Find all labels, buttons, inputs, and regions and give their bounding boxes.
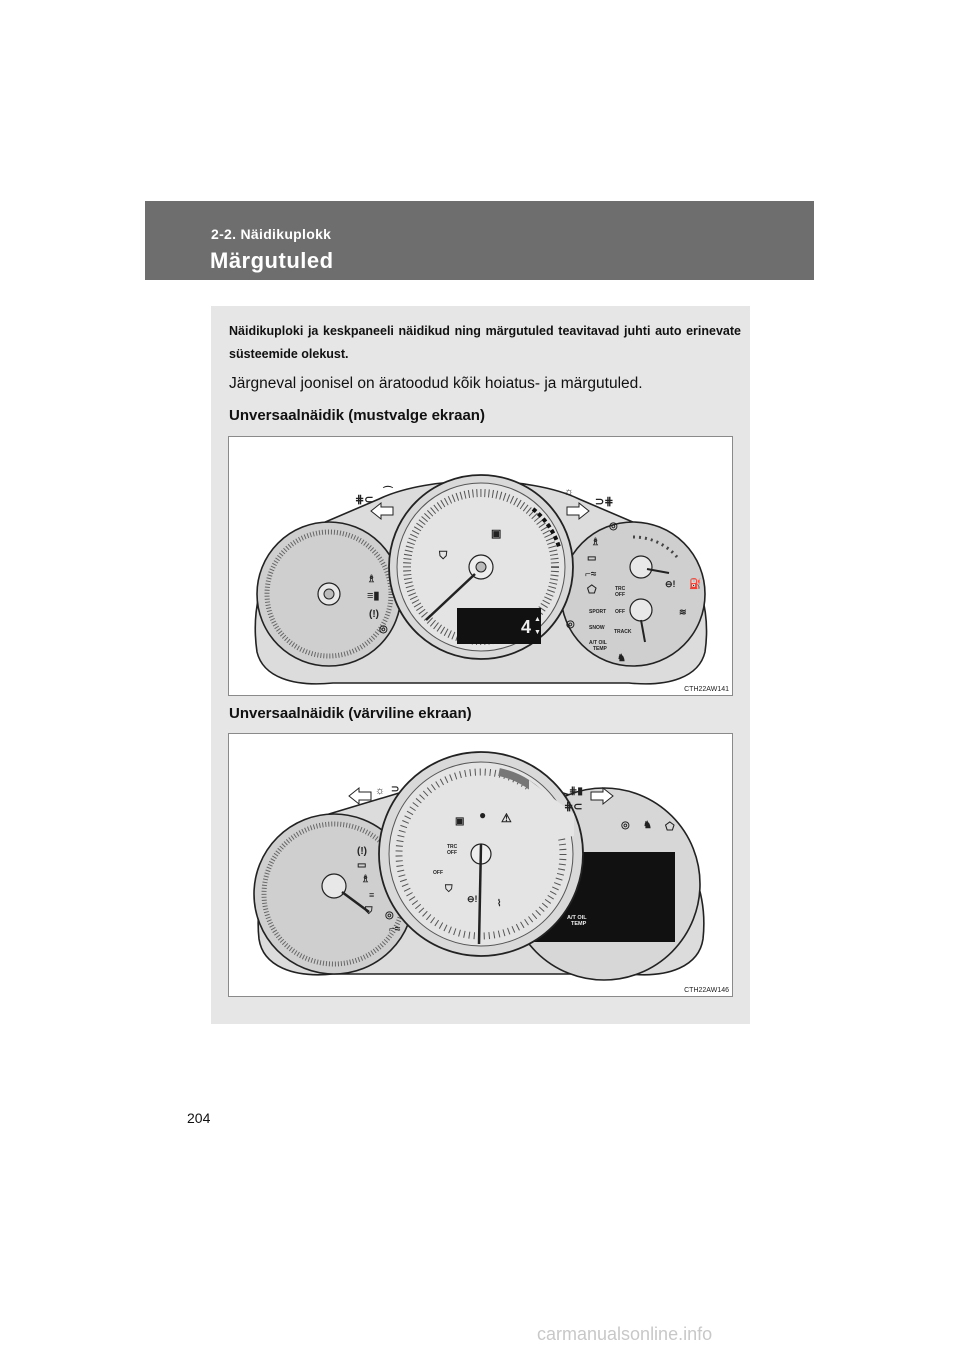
page-title: Märgutuled <box>210 248 334 273</box>
content-box <box>211 306 750 1024</box>
figure2-heading: Unversaalnäidik (värviline ekraan) <box>229 705 472 722</box>
svg-text:◎: ◎ <box>385 910 394 921</box>
vsc-off-label: OFF <box>615 609 625 615</box>
svg-text:▭: ▭ <box>357 860 367 871</box>
svg-text:(!): (!) <box>369 609 379 620</box>
svg-text:▭: ▭ <box>587 553 597 564</box>
svg-text:♞: ♞ <box>643 820 652 831</box>
svg-text:◎: ◎ <box>379 624 388 635</box>
svg-text:⌒: ⌒ <box>383 487 393 498</box>
trc-off-label-1: TRC <box>615 586 626 592</box>
snow-label: SNOW <box>589 625 605 631</box>
svg-text:▲: ▲ <box>534 616 541 623</box>
svg-text:⛉: ⛉ <box>365 906 373 917</box>
svg-text:≋: ≋ <box>679 607 687 617</box>
trc-off-label-2a: TRC <box>447 844 458 850</box>
svg-text:▣: ▣ <box>455 816 465 827</box>
svg-text:⊃⋕: ⊃⋕ <box>595 496 614 508</box>
svg-text:♞: ♞ <box>617 653 626 664</box>
at-oil-label-1: A/T OIL <box>589 640 607 646</box>
svg-text:♗: ♗ <box>367 574 376 585</box>
svg-text:⋕▮: ⋕▮ <box>569 786 583 797</box>
svg-text:⌇: ⌇ <box>497 898 502 908</box>
svg-text:▼: ▼ <box>534 629 541 636</box>
at-oil-label-2: TEMP <box>593 646 607 652</box>
watermark: carmanualsonline.info <box>537 1324 713 1344</box>
svg-text:⬠: ⬠ <box>587 584 597 596</box>
svg-text:⛉: ⛉ <box>445 884 453 895</box>
at-oil-label-2b: TEMP <box>571 921 587 927</box>
svg-text:☼: ☼ <box>564 486 575 498</box>
svg-text:⬠: ⬠ <box>665 821 675 833</box>
section-label: 2-2. Näidikuplokk <box>211 226 332 242</box>
sport-label: SPORT <box>589 609 607 615</box>
figure1-illustration <box>228 436 733 696</box>
vsc-off-label-2: OFF <box>433 870 443 876</box>
figure2-code: CTH22AW146 <box>684 987 729 994</box>
track-label: TRACK <box>614 629 632 635</box>
trc-off-label-2b: OFF <box>447 850 457 856</box>
figure2-illustration <box>228 733 733 997</box>
instrument-cluster-mono <box>229 437 732 695</box>
svg-text:⋕⊂: ⋕⊂ <box>564 801 583 813</box>
instrument-cluster-color <box>229 734 732 996</box>
svg-text:▣: ▣ <box>491 528 502 540</box>
svg-text:♗: ♗ <box>591 537 600 548</box>
body-paragraph: Järgneval joonisel on äratoodud kõik hoiatus- ja märgutuled. <box>229 375 643 392</box>
svg-text:♗: ♗ <box>361 874 370 885</box>
svg-text:⌐≈: ⌐≈ <box>585 569 597 580</box>
intro-paragraph: Näidikuploki ja keskpaneeli näidikud ning märgutuled teavitavad juhti auto erinevate süsteemide olekust. <box>229 324 741 361</box>
svg-text:◎: ◎ <box>621 820 630 831</box>
at-oil-label-2a: A/T OIL <box>567 915 587 921</box>
svg-text:⊃: ⊃ <box>391 784 400 795</box>
svg-text:⚠: ⚠ <box>501 811 512 825</box>
svg-text:⌐≈: ⌐≈ <box>389 924 401 935</box>
svg-text:⛉: ⛉ <box>439 550 448 562</box>
svg-text:☼: ☼ <box>375 785 386 797</box>
svg-text:⛽: ⛽ <box>689 579 702 590</box>
figure1-code: CTH22AW141 <box>684 686 729 693</box>
section-header-band <box>145 201 814 280</box>
svg-text:≡: ≡ <box>369 890 375 900</box>
svg-text:⊖!: ⊖! <box>665 579 676 589</box>
svg-text:●: ● <box>479 808 487 822</box>
trc-off-label-2: OFF <box>615 592 625 598</box>
svg-text:≡▮: ≡▮ <box>367 590 380 602</box>
svg-text:(!): (!) <box>357 846 367 857</box>
figure1-heading: Unversaalnäidik (mustvalge ekraan) <box>229 407 485 424</box>
svg-text:◎: ◎ <box>566 619 575 630</box>
page-number: 204 <box>187 1110 211 1126</box>
svg-text:⋕⊂: ⋕⊂ <box>355 494 374 506</box>
svg-text:⊖!: ⊖! <box>467 894 478 904</box>
svg-text:4: 4 <box>521 617 532 637</box>
svg-text:◎: ◎ <box>609 521 618 532</box>
